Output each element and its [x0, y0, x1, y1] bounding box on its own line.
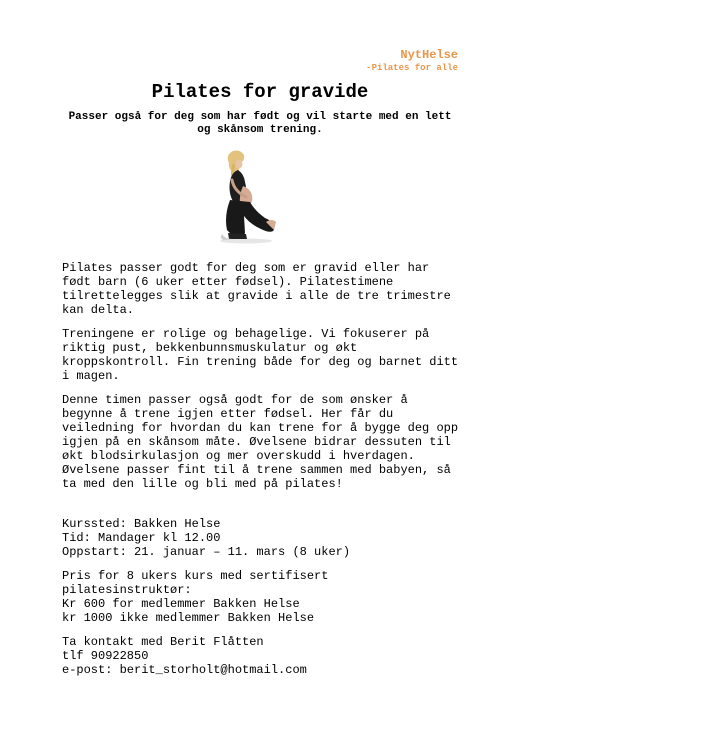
price-non-members: kr 1000 ikke medlemmer Bakken Helse — [62, 611, 315, 625]
course-time: Tid: Mandager kl 12.00 — [62, 531, 221, 545]
contact-info — [62, 635, 462, 677]
spacer — [62, 501, 462, 517]
contact-phone: tlf 90922850 — [62, 649, 149, 663]
intro-paragraph: Pilates passer godt for deg som er gravid eller har født barn (6 uker etter fødsel). Pilatestimene tilrettelegges slik at gravide i alle de tre trimestre kan delta. — [62, 261, 451, 317]
price-intro: Pris for 8 ukers kurs med sertifisert pilatesinstruktør: — [62, 569, 329, 597]
brand-name: NytHelse — [400, 48, 458, 62]
page-subtitle: Passer også for deg som har født og vil starte med en lett og skånsom trening. — [68, 111, 452, 136]
price-members: Kr 600 for medlemmer Bakken Helse — [62, 597, 300, 611]
page-title: Pilates for gravide — [151, 81, 369, 103]
course-start: Oppstart: 21. januar – 11. mars (8 uker) — [62, 545, 351, 559]
contact-email: e-post: berit_storholt@hotmail.com — [62, 663, 307, 677]
main-content — [62, 261, 462, 687]
brand-tagline: -Pilates for alle — [366, 63, 458, 73]
pregnant-woman-photo — [208, 150, 284, 246]
course-info — [62, 517, 462, 559]
course-place: Kurssted: Bakken Helse — [62, 517, 221, 531]
postnatal-paragraph: Denne timen passer også godt for de som ønsker å begynne å trene igjen etter fødsel. Her får du veiledning for hvordan du kan trene for å bygge deg opp igjen på en skånsom måte. Øvelsene bidrar dessuten til økt blodsirkulasjon og mer overskudd i hverdagen. Øvelsene passer fint til å trene sammen med babyen, så ta med den lille og bli med på pilates! — [62, 393, 459, 491]
training-paragraph: Treningene er rolige og behagelige. Vi fokuserer på riktig pust, bekkenbunnsmuskulatur og økt kroppskontroll. Fin trening både for deg og barnet ditt i magen. — [62, 327, 459, 383]
brand-header — [366, 49, 458, 73]
contact-name: Ta kontakt med Berit Flåtten — [62, 635, 264, 649]
price-info — [62, 569, 462, 625]
